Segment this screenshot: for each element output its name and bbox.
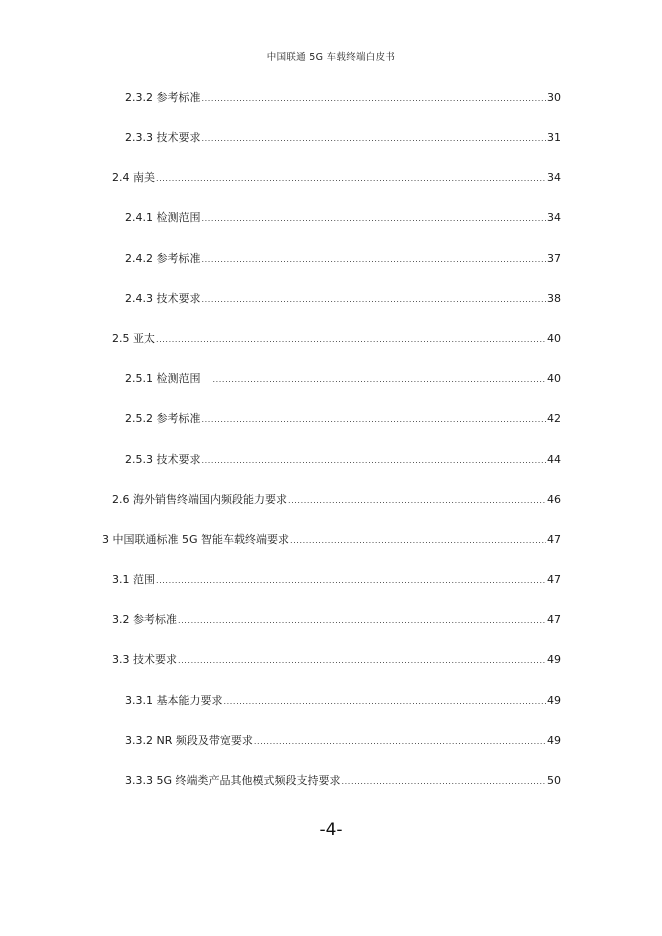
- dot-leader: [202, 295, 547, 304]
- toc-entry-page: 37: [547, 252, 561, 265]
- toc-entry-page: 49: [547, 694, 561, 707]
- toc-entry-title: 2.5.1 检测范围: [125, 372, 212, 385]
- toc-entry-page: 50: [547, 774, 561, 787]
- toc-entry[interactable]: [125, 692, 561, 710]
- toc-entry[interactable]: [125, 370, 561, 388]
- toc-entry-title: 3.3.1 基本能力要求: [125, 694, 223, 707]
- toc-entry[interactable]: [112, 169, 561, 187]
- toc-entry-title: 3.3.2 NR 频段及带宽要求: [125, 734, 253, 747]
- toc-entry-page: 49: [547, 734, 561, 747]
- toc-entry[interactable]: [102, 531, 561, 549]
- toc-entry-page: 40: [547, 372, 561, 385]
- toc-entry-page: 47: [547, 533, 561, 546]
- toc-entry-title: 2.3.3 技术要求: [125, 131, 201, 144]
- toc-entry[interactable]: [125, 129, 561, 147]
- toc-entry-page: 42: [547, 412, 561, 425]
- toc-entry[interactable]: [125, 410, 561, 428]
- dot-leader: [202, 415, 547, 424]
- toc-entry[interactable]: [125, 451, 561, 469]
- dot-leader: [156, 174, 546, 183]
- toc-entry-title: 3.3 技术要求: [112, 653, 177, 666]
- toc-entry-title: 2.4.3 技术要求: [125, 292, 201, 305]
- toc-entry[interactable]: [125, 250, 561, 268]
- toc-entry-title: 2.4 南美: [112, 171, 155, 184]
- toc-entry-page: 31: [547, 131, 561, 144]
- toc-entry-page: 46: [547, 493, 561, 506]
- toc-entry-page: 34: [547, 171, 561, 184]
- dot-leader: [254, 737, 546, 746]
- toc-entry-page: 30: [547, 91, 561, 104]
- page-header: 中国联通 5G 车载终端白皮书: [266, 52, 396, 63]
- toc-entry[interactable]: [112, 651, 561, 669]
- dot-leader: [224, 697, 547, 706]
- toc-entry[interactable]: [125, 89, 561, 107]
- toc-entry-title: 2.3.2 参考标准: [125, 91, 201, 104]
- dot-leader: [178, 656, 546, 665]
- dot-leader: [342, 777, 546, 786]
- toc-entry-page: 34: [547, 211, 561, 224]
- toc-entry-page: 40: [547, 332, 561, 345]
- toc-entry-title: 2.4.1 检测范围: [125, 211, 201, 224]
- toc-entry-page: 47: [547, 573, 561, 586]
- toc-entry-title: 3 中国联通标准 5G 智能车载终端要求: [102, 533, 290, 546]
- dot-leader: [288, 496, 546, 505]
- toc-entry-title: 2.6 海外销售终端国内频段能力要求: [112, 493, 287, 506]
- toc-entry-title: 2.4.2 参考标准: [125, 252, 201, 265]
- dot-leader: [290, 536, 546, 545]
- toc-entry[interactable]: [112, 571, 561, 589]
- toc-entry-page: 38: [547, 292, 561, 305]
- toc-entry[interactable]: [125, 772, 561, 790]
- dot-leader: [202, 456, 547, 465]
- dot-leader: [202, 214, 547, 223]
- dot-leader: [202, 255, 547, 264]
- toc-entry-title: 2.5.2 参考标准: [125, 412, 201, 425]
- toc-entry[interactable]: [112, 491, 561, 509]
- toc-entry-page: 44: [547, 453, 561, 466]
- toc-entry[interactable]: [125, 290, 561, 308]
- dot-leader: [156, 576, 546, 585]
- toc-entry-title: 2.5.3 技术要求: [125, 453, 201, 466]
- toc-entry-title: 2.5 亚太: [112, 332, 155, 345]
- toc-entry[interactable]: [125, 732, 561, 750]
- dot-leader: [156, 335, 546, 344]
- dot-leader: [178, 616, 546, 625]
- toc-entry-page: 47: [547, 613, 561, 626]
- toc-entry-title: 3.3.3 5G 终端类产品其他模式频段支持要求: [125, 774, 341, 787]
- toc-entry-title: 3.1 范围: [112, 573, 155, 586]
- toc-entry[interactable]: [125, 209, 561, 227]
- dot-leader: [202, 134, 547, 143]
- toc-entry-page: 49: [547, 653, 561, 666]
- toc-entry[interactable]: [112, 611, 561, 629]
- toc-entry[interactable]: [112, 330, 561, 348]
- dot-leader: [202, 94, 547, 103]
- dot-leader: [213, 375, 547, 384]
- toc-entry-title: 3.2 参考标准: [112, 613, 177, 626]
- page-number: -4-: [319, 820, 343, 840]
